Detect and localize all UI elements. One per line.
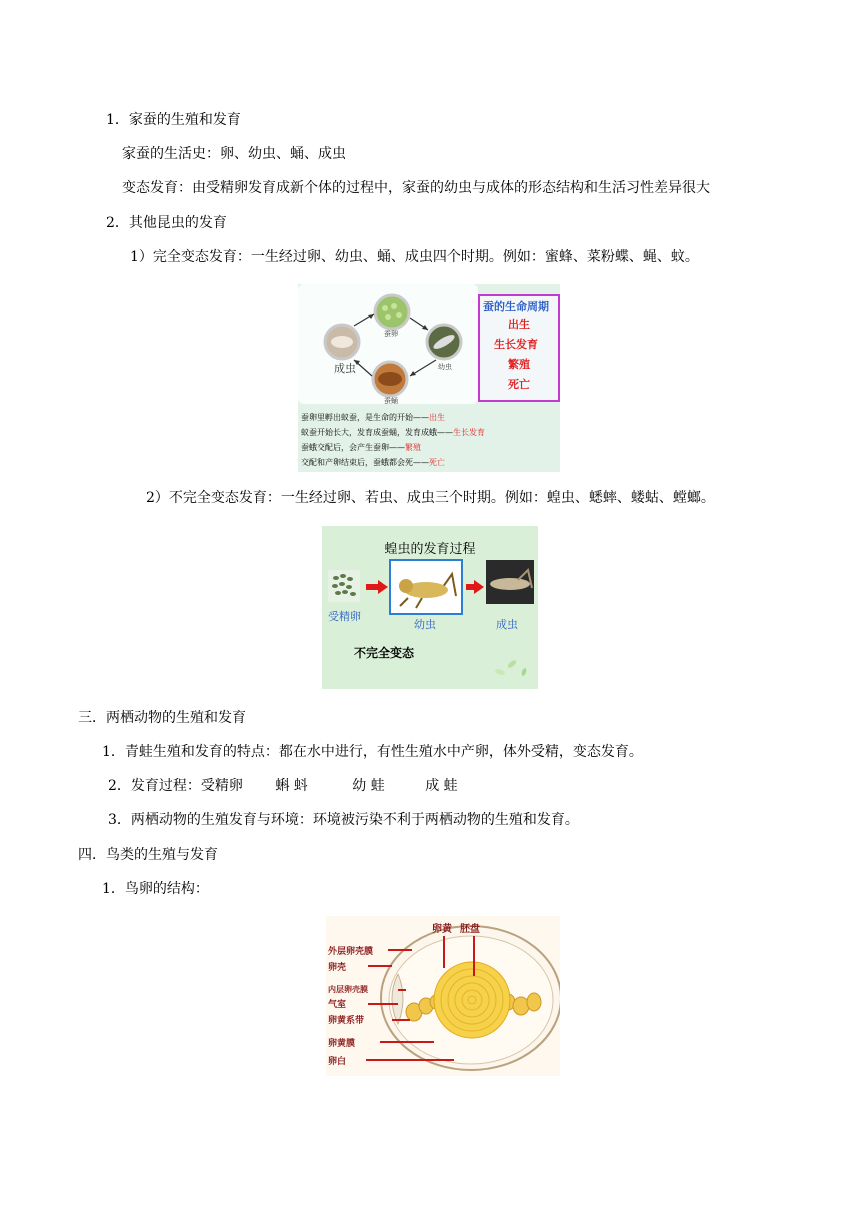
label-germinal-disc: 胚盘	[460, 924, 480, 935]
label-yolk: 卵黄	[432, 924, 452, 935]
frog-features-text: 1．青蛙生殖和发育的特点：都在水中进行，有性生殖水中产卵，体外受精，变态发育。	[102, 744, 643, 760]
section-heading-amphibians: 三．两栖动物的生殖和发育	[78, 710, 246, 726]
adult-label: 成虫	[496, 618, 518, 631]
life-cycle-box-title: 蚕的生命周期	[483, 300, 549, 313]
caption-line: 蚁蚕开始长大，发育成蚕蛹，发育成蛾——生长发育	[301, 428, 485, 437]
label-air-cell: 气室	[328, 1000, 347, 1010]
label-vitelline-membrane: 卵黄膜	[328, 1039, 356, 1049]
label-inner-shell-membrane: 内层卵壳膜	[328, 984, 368, 994]
label-eggshell: 卵壳	[328, 963, 347, 973]
life-cycle-item-death: 死亡	[508, 378, 530, 391]
label-chalaza: 卵黄系带	[328, 1016, 365, 1026]
caption-line: 蚕卵里孵出蚁蚕，是生命的开始——出生	[301, 413, 445, 422]
caption-line: 交配和产卵结束后，蚕蛾都会死——死亡	[301, 458, 445, 467]
stage-egg-label: 蚕卵	[384, 330, 398, 338]
life-cycle-item-birth: 出生	[508, 318, 530, 331]
section-heading-silkworm: 1．家蚕的生殖和发育	[106, 112, 241, 128]
amphibian-environment-text: 3．两栖动物的生殖发育与环境：环境被污染不利于两栖动物的生殖和发育。	[108, 812, 579, 828]
caption-line: 蚕蛾交配后，会产生蚕卵——繁殖	[301, 443, 421, 452]
development-process-text: 2．发育过程：受精卵 蝌 蚪 幼 蛙 成 蛙	[108, 778, 458, 794]
incomplete-metamorphosis-caption: 不完全变态	[354, 646, 415, 660]
silkworm-captions	[301, 410, 485, 470]
incomplete-metamorphosis-text: 2）不完全变态发育：一生经过卵、若虫、成虫三个时期。例如：蝗虫、蟋蟀、蝼蛄、螳螂。	[146, 490, 715, 506]
egg-structure-heading: 1．鸟卵的结构：	[102, 881, 209, 897]
locust-figure-title: 蝗虫的发育过程	[384, 542, 476, 557]
stage-pupa-label: 蚕蛹	[384, 397, 398, 405]
life-history-text: 家蚕的生活史：卵、幼虫、蛹、成虫	[122, 146, 346, 162]
nymph-label: 幼虫	[414, 618, 436, 631]
label-albumen: 卵白	[328, 1057, 347, 1067]
complete-metamorphosis-text: 1）完全变态发育：一生经过卵、幼虫、蛹、成虫四个时期。例如：蜜蜂、菜粉蝶、蝇、蚊。	[130, 249, 699, 265]
egg-label: 受精卵	[328, 610, 361, 623]
bird-egg-structure-figure	[326, 916, 560, 1076]
stage-adult-label: 成虫	[334, 362, 356, 375]
section-heading-other-insects: 2．其他昆虫的发育	[106, 215, 227, 231]
locust-development-figure	[322, 526, 538, 689]
stage-adult-frog: 成 蛙	[425, 778, 458, 794]
metamorphosis-text: 变态发育：由受精卵发育成新个体的过程中，家蚕的幼虫与成体的形态结构和生活习性差异很大	[122, 180, 710, 196]
section-heading-birds: 四．鸟类的生殖与发育	[78, 847, 218, 863]
label-outer-shell-membrane: 外层卵壳膜	[328, 947, 374, 957]
life-cycle-box	[478, 294, 560, 402]
life-cycle-item-reproduction: 繁殖	[508, 358, 530, 371]
stage-larva-label: 幼虫	[438, 363, 452, 371]
stage-tadpole: 蝌 蚪	[275, 778, 308, 794]
life-cycle-item-growth: 生长发育	[494, 338, 538, 351]
stage-young-frog: 幼 蛙	[352, 778, 385, 794]
silkworm-lifecycle-figure	[298, 284, 560, 472]
